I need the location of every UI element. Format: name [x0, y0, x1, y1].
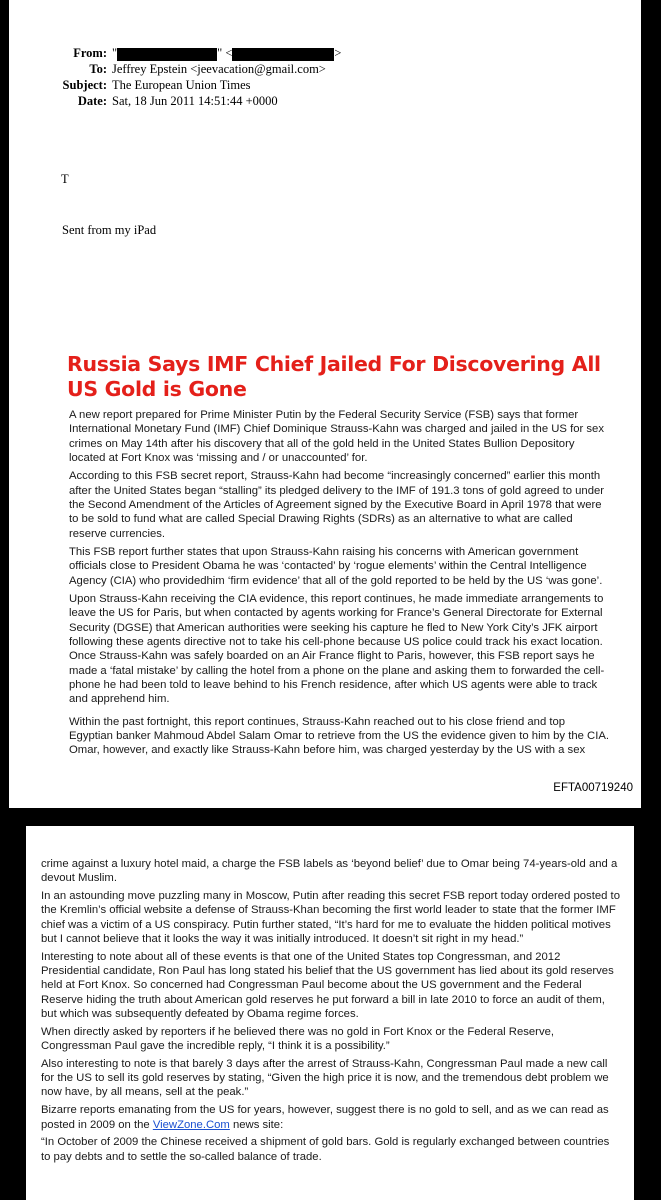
from-label: From:	[73, 46, 107, 60]
from-quote-open: "	[112, 46, 118, 60]
article-paragraph: In an astounding move puzzling many in Moscow, Putin after reading this secret FSB report today ordered posted to the Kremlin’s official website a defense of Strauss-Khan becoming the first world leader to state that the former IMF chief was a victim of a US conspiracy. Putin further stated, “It’s hard for me to evaluate the hidden political motives but I cannot believe that it looks the way it was initially introduced. It doesn’t sit right in my head.”	[41, 890, 620, 945]
article-paragraph: Interesting to note about all of these events is that one of the United States top Congressman, and 2012 Presidential candidate, Ron Paul has long stated his belief that the US government has lied about its gold reserves held at Fort Knox. So concerned had Congressman Paul become about the US government and the Federal Reserve hiding the truth about American gold reserves he put forward a bill in late 2010 to force an audit of them, but which was subsequently defeated by Obama regime forces.	[41, 950, 614, 1020]
date-value: Sat, 18 Jun 2011 14:51:44 +0000	[112, 94, 278, 108]
article-paragraph: Within the past fortnight, this report continues, Strauss-Kahn reached out to his close friend and top Egyptian banker Mahmoud Abdel Salam Omar to retrieve from the US the evidence given to him by the CIA. Omar, however, and exactly like Strauss-Kahn before him, was charged yesterday by the US with a sex	[69, 715, 610, 757]
article-paragraph: When directly asked by reporters if he believed there was no gold in Fort Knox or the Federal Reserve, Congressman Paul gave the incredible reply, “I think it is a possibility.”	[41, 1025, 555, 1053]
article-paragraph	[41, 1103, 621, 1132]
article-headline: Russia Says IMF Chief Jailed For Discovering All US Gold is Gone	[67, 352, 601, 401]
subject-row	[9, 77, 329, 93]
article-paragraph: A new report prepared for Prime Minister Putin by the Federal Security Service (FSB) says that former International Monetary Fund (IMF) Chief Dominique Strauss-Kahn was charged and jailed in the US for sex crimes on May 14th after his discovery that all of the gold held in the United States Bullion Depository located at Fort Knox was ‘missing and / or unaccounted’ for.	[69, 409, 604, 464]
from-row	[9, 45, 342, 61]
redaction-block	[117, 48, 217, 61]
viewzone-link[interactable]: ViewZone.Com	[152, 1118, 230, 1131]
document-page-2	[26, 826, 634, 1200]
article-paragraph: crime against a luxury hotel maid, a charge the FSB labels as ‘beyond belief’ due to Omar being 74-years-old and a devout Muslim.	[41, 858, 618, 885]
document-id: EFTA00719240	[553, 782, 633, 794]
article-paragraph: Also interesting to note is that barely 3 days after the arrest of Strauss-Kahn, Congressman Paul made a new call for the US to sell its gold reserves by stating, “Given the high price it is now, and the tremendous debt problem we now have, by all means, sell at the peak.”	[41, 1057, 609, 1099]
date-row	[9, 93, 329, 109]
subject-value: The European Union Times	[112, 78, 251, 92]
email-body-line: T	[61, 172, 69, 186]
document-page-1	[9, 0, 641, 808]
date-label: Date:	[77, 94, 107, 108]
to-row	[9, 61, 329, 77]
article-quote: “In October of 2009 the Chinese received a shipment of gold bars. Gold is regularly exchanged between countries to pay debts and to settle the so-called balance of trade.	[41, 1136, 610, 1163]
to-label: To:	[89, 62, 107, 76]
article-paragraph: According to this FSB secret report, Strauss-Kahn had become “increasingly concerned” earlier this month after the United States began “stalling” its pledged delivery to the IMF of 191.3 tons of gold agreed to under the Second Amendment of the Articles of Agreement signed by the Executive Board in April 1978 that were to be sold to fund what are called Special Drawing Rights (SDRs) as an alternative to what are called reserve currencies.	[69, 470, 605, 540]
subject-label: Subject:	[62, 78, 107, 92]
from-value	[112, 45, 341, 61]
article-paragraph: Upon Strauss-Kahn receiving the CIA evidence, this report continues, he made immediate arrangements to leave the US for Paris, but when contacted by agents working for France’s General Directorate for External Security (DGSE) that American authorities were seeking his capture he fled to New York City’s JFK airport following these agents directive not to take his cell-phone because US police could track his exact location. Once Strauss-Kahn was safely boarded on an Air France flight to Paris, however, this FSB report says he made a ‘fatal mistake’ by calling the hotel from a phone on the plane and asking them to forwarded the cell-phone he had been told to leave behind to his French residence, after which US agents were able to track and apprehend him.	[69, 593, 605, 706]
email-header	[9, 45, 342, 109]
redaction-block	[232, 48, 334, 61]
article-body-page-2	[41, 857, 621, 1167]
from-angle-close: >	[334, 46, 342, 60]
paragraph-text: Bizarre reports emanating from the US for years, however, suggest there is no gold to sell, and as we can read as posted in 2009 on the	[41, 1104, 609, 1131]
article-body-page-1	[69, 408, 609, 762]
email-signature: Sent from my iPad	[62, 223, 157, 237]
to-value: Jeffrey Epstein <jeevacation@gmail.com>	[112, 62, 326, 76]
from-quote-close: " <	[217, 46, 233, 60]
paragraph-text: news site:	[229, 1118, 284, 1131]
article-paragraph: This FSB report further states that upon Strauss-Kahn raising his concerns with American government officials close to President Obama he was ‘contacted’ by ‘rogue elements’ within the Central Intelligence Agency (CIA) who providedhim ‘firm evidence’ that all of the gold reported to be held by the US ‘was gone’.	[69, 546, 603, 587]
